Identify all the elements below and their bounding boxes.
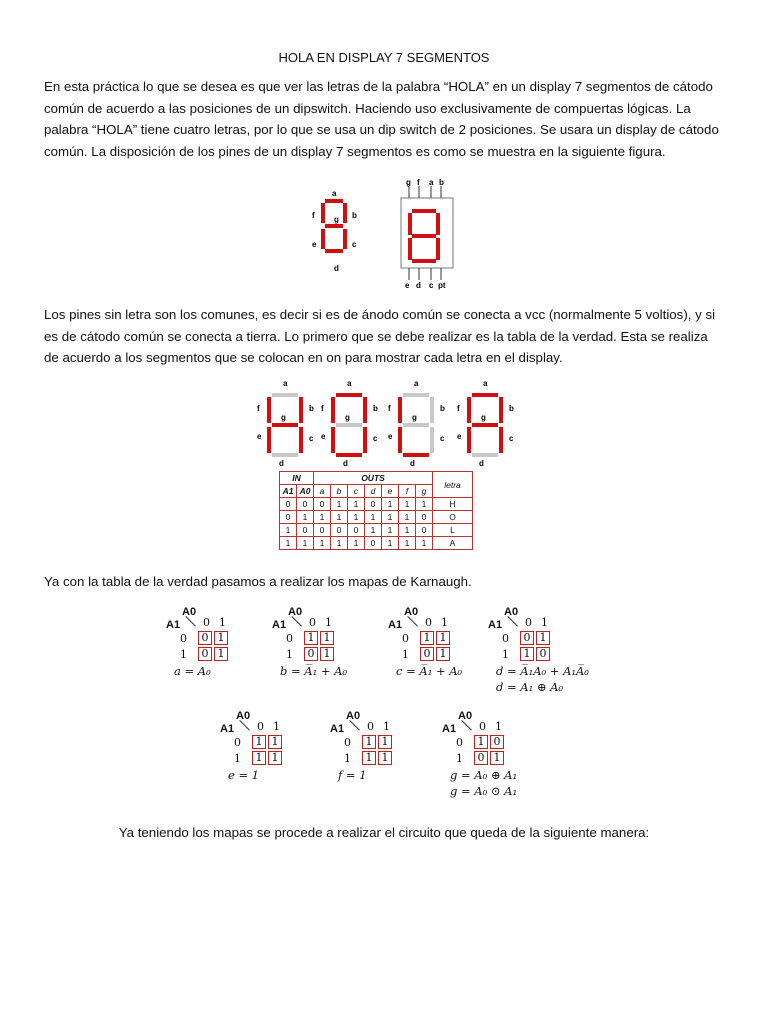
seg-label-c: c [509,434,514,443]
circuit-paragraph: Ya teniendo los mapas se procede a realizar el circuito que queda de la siguiente manera: [118,825,650,840]
table-header-letra: letra [433,472,473,498]
pin-bottom-pt: pt [438,281,446,290]
kmap-col-1: 1 [219,616,226,629]
segment-f [398,397,402,423]
segment-e [467,427,471,453]
table-cell: 0 [365,537,382,550]
kmap-row-1: 1 [456,752,463,765]
pin-bottom-d: d [416,281,421,290]
table-row [280,524,473,537]
truth-table [279,471,473,550]
kmap-cell: 1 [320,631,334,645]
table-cell: 0 [416,511,433,524]
kmap-cell: 0 [198,647,212,661]
table-cell: 1 [382,498,399,511]
table-cell: 1 [297,537,314,550]
kmap-cell: 1 [474,735,488,749]
pin-bottom-c: c [429,281,434,290]
seg-label-g: g [281,413,286,422]
kmap-cell: 1 [362,735,376,749]
kmap-a1-label: A1 [442,723,457,735]
kmap-a0-label: A0 [504,606,519,618]
kmap-a0-label: A0 [458,710,473,722]
table-header-outs: OUTS [314,472,433,485]
table-cell: 1 [399,537,416,550]
seg-label-g: g [345,413,350,422]
kmap-a0-label: A0 [404,606,419,618]
segment-f [267,397,271,423]
pinout-figure [395,178,465,292]
seg-label-e: e [388,432,393,441]
segment-a [272,393,298,397]
seg-label-a: a [332,189,337,198]
kmap-cell: 1 [378,735,392,749]
seg-label-d: d [410,459,415,468]
letter-o-display [319,380,381,470]
table-cell: 1 [365,524,382,537]
table-cell: 0 [314,498,331,511]
segment-g [272,423,298,427]
seg-label-g: g [334,215,339,224]
seg-label-a: a [283,379,288,388]
kmap-cell: 1 [490,751,504,765]
seg-label-e: e [312,240,317,249]
segment-d [403,453,429,457]
table-row [280,498,473,511]
kmap-cell: 1 [252,735,266,749]
table-cell: 0 [365,498,382,511]
seg-label-d: d [279,459,284,468]
kmap-cell: 0 [520,631,534,645]
table-row [280,537,473,550]
table-header-in: IN [280,472,314,485]
kmap-cell: 1 [268,735,282,749]
segment-c [299,427,303,453]
intro-paragraph: En esta práctica lo que se desea es que ver las letras de la palabra “HOLA” en un display 7 segmentos de cátodo común de acuerdo a las posiciones de un dipswitch. Haciendo uso exclusivamente de compuertas lógicas. La palabra “HOLA” tiene cuatro letras, por lo que se usa un dip switch de 2 posiciones. Se usara un display de cátodo común. La disposición de los pines de un display 7 segmentos es como se muestra en la siguiente figura. [44,79,719,159]
seg-label-e: e [321,432,326,441]
segment-b [299,397,303,423]
segment-b [363,397,367,423]
table-cell: 1 [331,537,348,550]
table-cell: 1 [382,537,399,550]
seg-label-b: b [509,404,514,413]
segment-d [272,453,298,457]
table-cell: 1 [399,524,416,537]
letter-h-display [255,380,317,470]
seg-label-e: e [257,432,262,441]
seg-label-d: d [479,459,484,468]
pin-top-g: g [406,178,411,187]
seg-label-f: f [257,404,260,413]
seg-label-g: g [412,413,417,422]
table-col-header: d [365,485,382,498]
kmap-cell: 1 [536,631,550,645]
seg-label-f: f [388,404,391,413]
kmap-expression-2: d = A₁ ⊕ A₀ [496,680,564,694]
kmap-cell: 0 [304,647,318,661]
kmap-a0-label: A0 [182,606,197,618]
table-cell: 1 [314,511,331,524]
table-cell: O [433,511,473,524]
kmap-cell: 1 [520,647,534,661]
pin-top-b: b [439,178,444,187]
kmap-expression: d = A̅₁A₀ + A₁A̅₀ [496,664,589,678]
segment-c [430,427,434,453]
kmap-expression: a = A₀ [174,664,211,678]
truth-table-paragraph: Los pines sin letra son los comunes, es decir si es de ánodo común se conecta a vcc (normalmente 5 voltios), y si es de cátodo común se conecta a tierra. Lo primero que se debe realizar es la tabla de la verdad. Esta se realiza de acuerdo a los segmentos que se colocan en on para mostrar cada letra en el display. [44,307,716,365]
kmap-col-0: 0 [367,720,374,733]
seg-label-b: b [373,404,378,413]
kmap-expression: c = A̅₁ + A₀ [396,664,463,678]
seg-label-g: g [481,413,486,422]
table-cell: 0 [416,524,433,537]
kmap-cell: 1 [268,751,282,765]
kmap-cell: 1 [304,631,318,645]
table-cell: 1 [399,511,416,524]
kmap-col-0: 0 [479,720,486,733]
segment-a [403,393,429,397]
table-cell: 1 [331,498,348,511]
pin-top-a: a [429,178,434,187]
seg-label-f: f [321,404,324,413]
seg-label-d: d [334,264,339,273]
kmap-expression: e = 1 [228,768,260,782]
table-cell: 1 [365,511,382,524]
kmap-row-1: 1 [344,752,351,765]
segment-e [267,427,271,453]
table-cell: A [433,537,473,550]
table-cell: 1 [382,511,399,524]
table-cell: 1 [314,537,331,550]
table-cell: 0 [348,524,365,537]
seg-label-c: c [440,434,445,443]
table-cell: 1 [416,537,433,550]
seg-label-a: a [483,379,488,388]
seg-label-f: f [457,404,460,413]
pin-bottom-e: e [405,281,410,290]
segment-labels-figure [310,190,380,280]
kmap-col-1: 1 [441,616,448,629]
table-cell: 1 [280,524,297,537]
kmap-row-1: 1 [402,648,409,661]
table-col-header: A1 [280,485,297,498]
table-cell: 1 [297,511,314,524]
seg-label-b: b [309,404,314,413]
kmap-col-1: 1 [541,616,548,629]
kmap-cell: 0 [536,647,550,661]
kmap-a0-label: A0 [346,710,361,722]
table-cell: 0 [331,524,348,537]
kmap-row-0: 0 [234,736,241,749]
kmap-row-1: 1 [502,648,509,661]
seg-label-a: a [414,379,419,388]
segment-f [331,397,335,423]
kmap-a1-label: A1 [488,619,503,631]
kmap-col-1: 1 [383,720,390,733]
kmap-a1-label: A1 [166,619,181,631]
kmap-cell: 1 [252,751,266,765]
kmap-cell: 0 [198,631,212,645]
table-col-header: A0 [297,485,314,498]
segment-c [499,427,503,453]
letter-l-display [386,380,448,470]
segment-a [336,393,362,397]
table-col-header: c [348,485,365,498]
segment-e [331,427,335,453]
kmap-expression: f = 1 [338,768,367,782]
page-title: HOLA EN DISPLAY 7 SEGMENTOS [278,50,490,65]
table-cell: 1 [382,524,399,537]
kmap-row-1: 1 [234,752,241,765]
segment-b [499,397,503,423]
table-cell: 1 [416,498,433,511]
kmap-a1-label: A1 [272,619,287,631]
table-cell: 0 [280,511,297,524]
kmap-col-1: 1 [325,616,332,629]
table-col-header: g [416,485,433,498]
kmap-col-0: 0 [309,616,316,629]
table-cell: 0 [297,524,314,537]
table-row [280,511,473,524]
kmap-row-1: 1 [286,648,293,661]
table-col-header: b [331,485,348,498]
kmap-col-0: 0 [257,720,264,733]
seg-label-c: c [352,240,357,249]
kmap-expression: b = A̅₁ + A₀ [280,664,348,678]
kmap-row-0: 0 [286,632,293,645]
kmap-cell: 1 [320,647,334,661]
kmap-cell: 1 [436,631,450,645]
table-cell: 0 [314,524,331,537]
segment-d [336,453,362,457]
table-cell: 1 [348,537,365,550]
kmap-row-0: 0 [502,632,509,645]
table-col-header: f [399,485,416,498]
seg-label-b: b [352,211,357,220]
letter-a-display [455,380,517,470]
segment-g [336,423,362,427]
seg-label-c: c [309,434,314,443]
table-cell: 1 [399,498,416,511]
kmap-expression: g = A₀ ⊕ A₁ [450,768,518,782]
kmap-a1-label: A1 [220,723,235,735]
segment-d [472,453,498,457]
kmap-a0-label: A0 [236,710,251,722]
kmap-a0-label: A0 [288,606,303,618]
segment-g [403,423,429,427]
table-cell: 1 [280,537,297,550]
table-cell: 0 [297,498,314,511]
kmap-col-0: 0 [203,616,210,629]
kmap-row-1: 1 [180,648,187,661]
seg-label-e: e [457,432,462,441]
segment-c [363,427,367,453]
table-cell: H [433,498,473,511]
pin-top-f: f [417,178,420,187]
kmap-expression-2: g = A₀ ⊙ A₁ [450,784,518,798]
kmap-cell: 0 [490,735,504,749]
segment-b [430,397,434,423]
table-cell: 1 [348,511,365,524]
kmap-a1-label: A1 [388,619,403,631]
segment-e [398,427,402,453]
segment-a [472,393,498,397]
kmap-cell: 0 [420,647,434,661]
segment-f [467,397,471,423]
kmap-col-1: 1 [273,720,280,733]
kmap-cell: 1 [214,631,228,645]
table-cell: 0 [280,498,297,511]
kmap-col-1: 1 [495,720,502,733]
kmap-cell: 1 [378,751,392,765]
seg-label-f: f [312,211,315,220]
kmap-col-0: 0 [425,616,432,629]
kmap-cell: 0 [474,751,488,765]
kmap-row-0: 0 [344,736,351,749]
kmap-row-0: 0 [180,632,187,645]
table-cell: 1 [331,511,348,524]
kmap-cell: 1 [436,647,450,661]
seg-label-b: b [440,404,445,413]
table-cell: L [433,524,473,537]
kmap-col-0: 0 [525,616,532,629]
kmap-a1-label: A1 [330,723,345,735]
seg-label-d: d [343,459,348,468]
segment-g [472,423,498,427]
table-col-header: a [314,485,331,498]
seg-label-c: c [373,434,378,443]
kmap-cell: 1 [420,631,434,645]
seg-label-a: a [347,379,352,388]
kmap-cell: 1 [214,647,228,661]
table-col-header: e [382,485,399,498]
kmap-cell: 1 [362,751,376,765]
karnaugh-paragraph: Ya con la tabla de la verdad pasamos a realizar los mapas de Karnaugh. [44,574,472,589]
kmap-row-0: 0 [402,632,409,645]
table-cell: 1 [348,498,365,511]
kmap-row-0: 0 [456,736,463,749]
